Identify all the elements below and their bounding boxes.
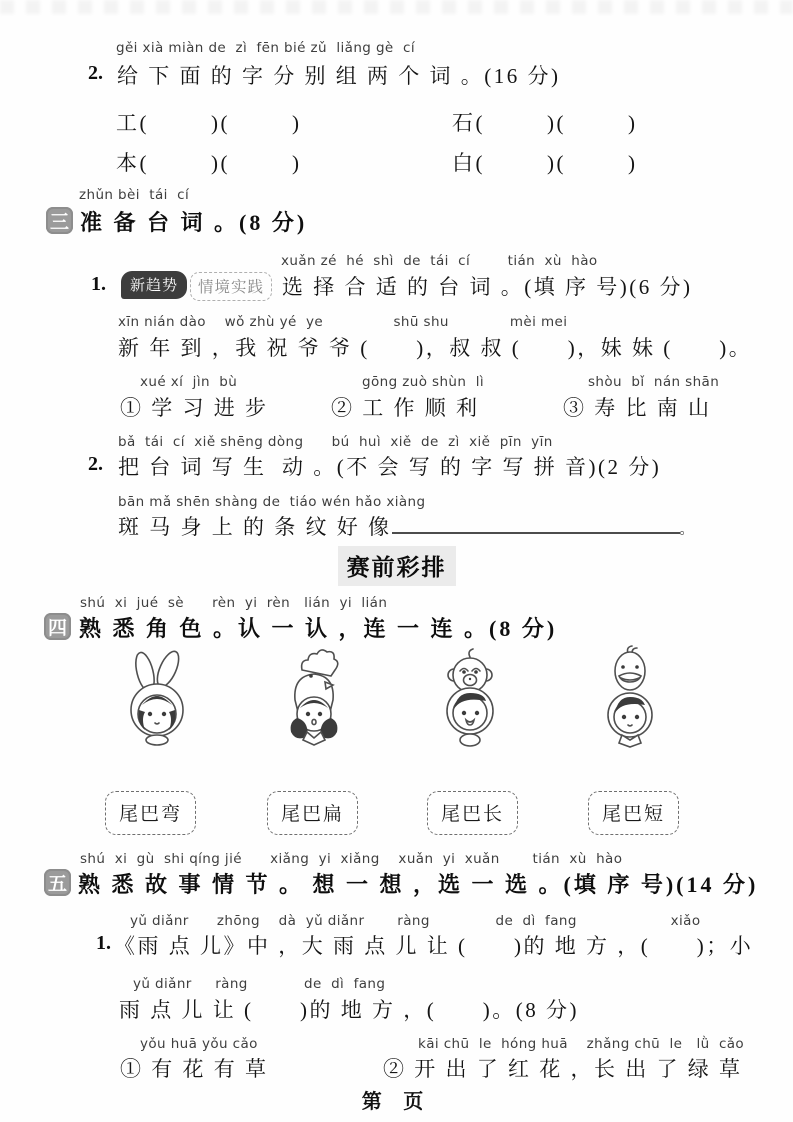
scan-artifact-top — [0, 0, 793, 14]
s5-option1-pinyin: yǒu huā yǒu cǎo — [140, 1036, 258, 1052]
s3q2-sentence-row — [118, 511, 696, 541]
girl-with-rabbit-hat-illustration — [112, 648, 202, 760]
rehearsal-banner: 赛前彩排 — [338, 546, 456, 586]
section4-badge: 四 — [44, 613, 71, 640]
s3q1-option3: ③ 寿 比 南 山 — [563, 396, 712, 420]
section4-title: 熟 悉 角 色 。认 一 认 ，连 一 连 。(8 分) — [79, 616, 558, 641]
s3q2-text: 把 台 词 写 生 动 。(不 会 写 的 字 写 拼 音)(2 分) — [118, 455, 662, 479]
s5-option2: ② 开 出 了 红 花 ，长 出 了 绿 草 — [383, 1057, 743, 1081]
section5-pinyin: shú xi gù shi qíng jié xiǎng yi xiǎng xuǎn yi xuǎn tián xù hào — [80, 851, 623, 867]
s3q1-option3-pinyin: shòu bǐ nán shān — [588, 374, 720, 390]
s5-option1: ① 有 花 有 草 — [120, 1057, 269, 1081]
tail-label-long: 尾巴长 — [427, 791, 518, 835]
s3q2-period: 。 — [679, 523, 696, 538]
s5q1-line2: 雨 点 儿 让 ( )的 地 方 ，( )。(8 分) — [119, 998, 579, 1022]
s3q2-sentence-pinyin: bān mǎ shēn shàng de tiáo wén hǎo xiàng — [118, 494, 426, 510]
s3q2-number: 2. — [88, 453, 103, 475]
s5q1-line1: 《雨 点 儿》中 ，大 雨 点 儿 让 ( )的 地 方 ，( )；小 — [114, 934, 754, 958]
tail-label-short: 尾巴短 — [588, 791, 679, 835]
s3q2-sentence: 斑 马 身 上 的 条 纹 好 像 — [118, 515, 392, 539]
new-trend-badge: 新趋势 — [121, 271, 187, 299]
q2-number: 2. — [88, 62, 103, 84]
s3q1-option1-pinyin: xué xí jìn bù — [140, 374, 238, 390]
q2-blank-shi: 石( )( ) — [452, 111, 638, 135]
section5-badge: 五 — [44, 869, 71, 896]
scenario-practice-badge: 情境实践 — [190, 272, 272, 301]
page-footer: 第 页 — [361, 1091, 432, 1113]
section4-pinyin: shú xi jué sè rèn yi rèn lián yi lián — [80, 595, 388, 611]
q2-blank-gong: 工( )( ) — [116, 111, 302, 135]
boy-with-monkey-hat-illustration — [425, 645, 515, 757]
s5q1-pinyin2: yǔ diǎnr ràng de dì fang — [133, 976, 386, 992]
s3q2-pinyin: bǎ tái cí xiě shēng dòng bú huì xiě de zì xiě pīn yīn — [118, 434, 553, 450]
q2-blank-ben: 本( )( ) — [116, 151, 302, 175]
tail-label-curved: 尾巴弯 — [105, 791, 196, 835]
q2-blank-bai: 白( )( ) — [452, 151, 638, 175]
s3q1-option2: ② 工 作 顺 利 — [331, 396, 480, 420]
s5q1-pinyin1: yǔ diǎnr zhōng dà yǔ diǎnr ràng de dì fang xiǎo — [130, 913, 701, 929]
tail-label-flat: 尾巴扁 — [267, 791, 358, 835]
q2-text: 给 下 面 的 字 分 别 组 两 个 词 。(16 分) — [117, 64, 561, 88]
section3-title: 准 备 台 词 。(8 分) — [80, 210, 308, 235]
s5q1-number: 1. — [96, 932, 111, 954]
girl-with-rooster-hat-illustration — [269, 648, 359, 760]
section3-badge: 三 — [46, 207, 73, 234]
s3q1-option1: ① 学 习 进 步 — [120, 396, 269, 420]
s3q1-text: 选 择 合 适 的 台 词 。(填 序 号)(6 分) — [282, 275, 693, 299]
s5-option2-pinyin: kāi chū le hóng huā zhǎng chū le lǜ cǎo — [418, 1036, 745, 1052]
s3q1-sentence-pinyin: xīn nián dào wǒ zhù yé ye shū shu mèi mei — [118, 314, 568, 330]
answer-blank-line — [392, 512, 680, 534]
section3-pinyin: zhǔn bèi tái cí — [79, 187, 190, 203]
section5-title: 熟 悉 故 事 情 节 。 想 一 想 ，选 一 选 。(填 序 号)(14 分) — [78, 872, 759, 897]
q2-pinyin: gěi xià miàn de zì fēn bié zǔ liǎng gè cí — [116, 40, 415, 56]
s3q1-option2-pinyin: gōng zuò shùn lì — [362, 374, 485, 390]
s3q1-pinyin: xuǎn zé hé shì de tái cí tián xù hào — [281, 253, 598, 269]
s3q1-number: 1. — [91, 273, 106, 295]
s3q1-sentence: 新 年 到 ，我 祝 爷 爷 ( )，叔 叔 ( )，妹 妹 ( )。 — [118, 336, 753, 360]
boy-with-duck-hat-illustration — [585, 645, 675, 757]
